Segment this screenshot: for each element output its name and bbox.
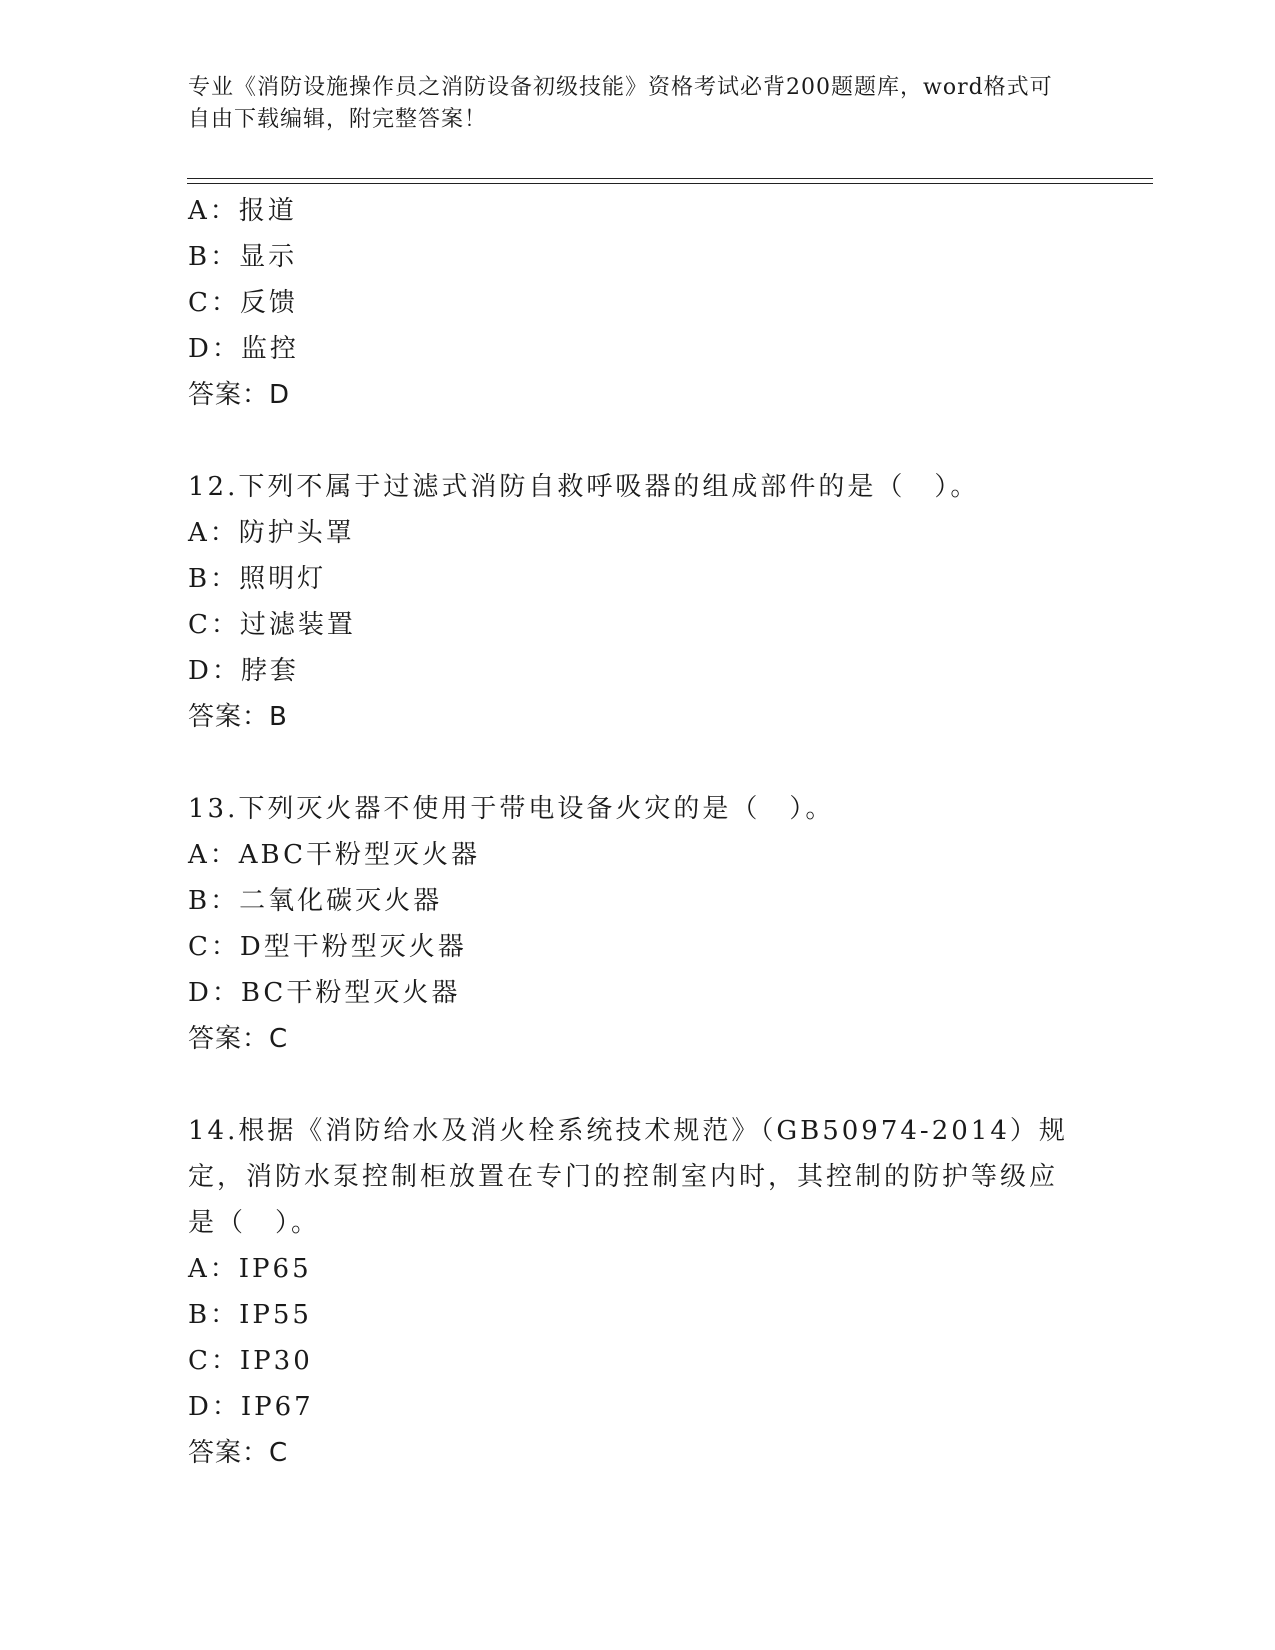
option-b: B：显示 (188, 242, 298, 272)
option-c: C：反馈 (188, 288, 298, 318)
answer-line: 答案：D (188, 380, 291, 410)
question-list (188, 188, 1068, 1476)
option-b: B：二氧化碳灭火器 (188, 886, 443, 916)
option-c: C：过滤装置 (188, 610, 356, 640)
spacer (188, 1062, 1068, 1108)
header-divider-bottom (187, 183, 1153, 184)
answer-line: 答案：B (188, 702, 288, 732)
question-block-13 (188, 786, 1068, 1062)
spacer (188, 740, 1068, 786)
question-block-12 (188, 464, 1068, 740)
option-a: A：ABC干粉型灭火器 (188, 840, 481, 870)
answer-line: 答案：C (188, 1438, 289, 1468)
question-block-11 (188, 188, 1068, 418)
question-block-14 (188, 1108, 1068, 1476)
option-d: D：监控 (188, 334, 299, 364)
option-c: C：D型干粉型灭火器 (188, 932, 467, 962)
option-a: A：IP65 (188, 1254, 312, 1284)
spacer (188, 418, 1068, 464)
option-d: D：BC干粉型灭火器 (188, 978, 461, 1008)
question-text: 13.下列灭火器不使用于带电设备火灾的是（ ）。 (188, 794, 835, 824)
option-b: B：IP55 (188, 1300, 312, 1330)
option-a: A：报道 (188, 196, 297, 226)
option-b: B：照明灯 (188, 564, 327, 594)
option-d: D：IP67 (188, 1392, 314, 1422)
option-a: A：防护头罩 (188, 518, 355, 548)
question-text: 12.下列不属于过滤式消防自救呼吸器的组成部件的是（ ）。 (188, 472, 980, 502)
option-d: D：脖套 (188, 656, 299, 686)
option-c: C：IP30 (188, 1346, 313, 1376)
document-header: 专业《消防设施操作员之消防设备初级技能》资格考试必背200题题库，word格式可自由下载编辑，附完整答案！ (188, 75, 1053, 132)
question-text: 14.根据《消防给水及消火栓系统技术规范》（GB50974-2014）规定，消防水泵控制柜放置在专门的控制室内时，其控制的防护等级应是（ ）。 (188, 1116, 1068, 1238)
answer-line: 答案：C (188, 1024, 289, 1054)
header-divider-top (187, 178, 1153, 179)
